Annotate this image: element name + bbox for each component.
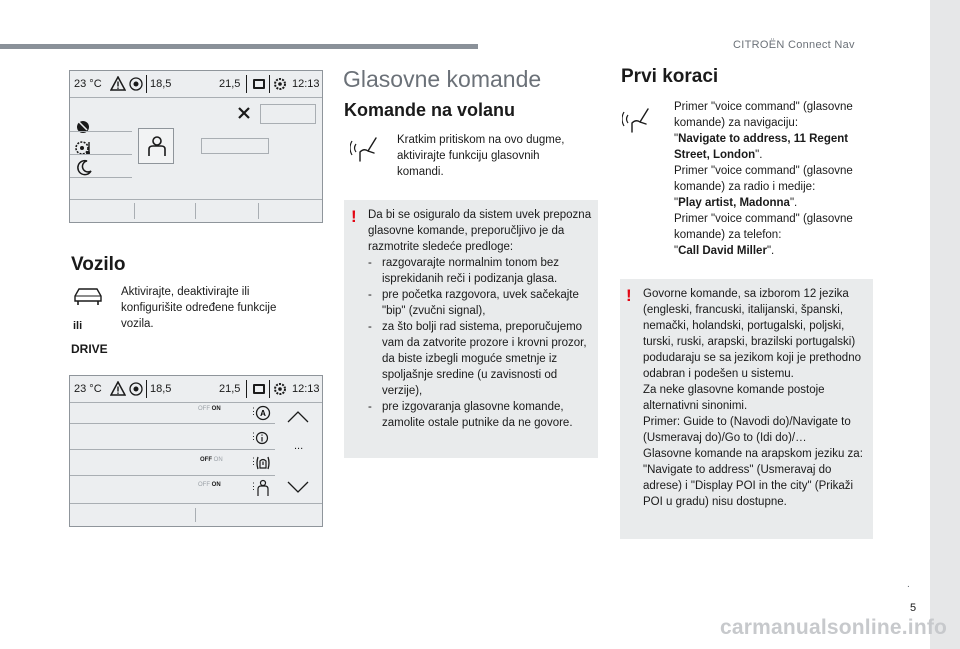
info-icon — [255, 431, 269, 445]
ellipsis-label: ... — [294, 440, 304, 452]
voice-command-icon — [350, 135, 384, 163]
clock-label: 12:13 — [292, 383, 320, 395]
auto-headlight-icon — [255, 405, 271, 421]
right-value: 21,5 — [219, 78, 241, 90]
more-dots[interactable]: ⋮ — [249, 406, 258, 416]
settings-icon — [272, 381, 288, 397]
status-bar — [70, 376, 322, 402]
page-title: Glasovne komande — [343, 66, 542, 92]
vehicle-icon — [72, 286, 104, 308]
side-strip — [930, 0, 960, 649]
arabic-note: Glasovne komande na arapskom jeziku za: "Navigate to address" (Usmeravaj do adrese) i "Display POI in the city" (Prikaži POI u gradu) nisu dostupne. — [643, 448, 863, 508]
page-marker: . — [907, 579, 910, 590]
profile-field[interactable] — [201, 138, 269, 154]
more-dots[interactable]: ⋮ — [249, 431, 258, 441]
watermark: carmanualsonline.info — [720, 616, 948, 639]
phone-icon — [251, 76, 267, 92]
location-icon — [128, 76, 144, 92]
section-heading-steering: Komande na volanu — [344, 100, 516, 120]
night-mode-icon[interactable] — [75, 159, 93, 177]
warning-icon — [110, 76, 126, 92]
label-drive: DRIVE — [71, 342, 108, 356]
header-rule — [0, 44, 478, 49]
synonym-note: Za neke glasovne komande postoje alternativni sinonimi. — [643, 384, 825, 412]
user-icon — [145, 134, 169, 158]
temperature-label: 23 °C — [74, 383, 102, 395]
list-item: - pre izgovaranja glasovne komande, zamolite ostale putnike da ne govore. — [368, 401, 573, 429]
list-item: - pre početka razgovora, uvek sačekajte "bip" (zvučni signal), — [368, 289, 579, 317]
warning-box-tips — [344, 200, 598, 458]
voice-profile-button[interactable] — [138, 128, 174, 164]
left-value: 18,5 — [150, 383, 172, 395]
chevron-down-icon[interactable] — [286, 480, 310, 494]
toggle-auto[interactable]: OFF ON — [198, 406, 221, 412]
vehicle-description: Aktivirajte, deaktivirajte ili konfigurišite određene funkcije vozila. — [121, 286, 277, 330]
chevron-up-icon[interactable] — [286, 410, 310, 424]
toggle-alert[interactable]: OFF ON — [200, 457, 223, 463]
page-number: 5 — [910, 602, 917, 614]
temperature-label: 23 °C — [74, 78, 102, 90]
warning-intro: Da bi se osiguralo da sistem uvek prepozna glasovne komande, preporučljivo je da razmotrite sledeće predloge: — [368, 209, 592, 253]
svg-text:A: A — [260, 409, 266, 418]
more-dots[interactable]: ⋮ — [249, 456, 258, 466]
list-item: - za što bolji rad sistema, preporučujemo vam da zatvorite prozore i krovni prozor, da biste izbegli moguće smetnje iz spoljašnje sredine (u zavisnosti od verzije), — [368, 321, 587, 397]
steering-intro: Kratkim pritiskom na ovo dugme, aktivirajte funkciju glasovnih komandi. — [397, 134, 565, 178]
voice-edit-icon[interactable] — [74, 117, 92, 135]
clock-label: 12:13 — [292, 78, 320, 90]
voice-command-icon — [622, 106, 656, 134]
label-ili: ili — [73, 320, 83, 332]
close-icon[interactable] — [237, 106, 251, 120]
section-heading-first-steps: Prvi koraci — [621, 66, 719, 87]
right-value: 21,5 — [219, 383, 241, 395]
warning-mark-icon: ! — [351, 207, 357, 226]
warning-box-languages — [620, 279, 873, 539]
status-bar — [70, 71, 322, 97]
list-item: - razgovarajte normalnim tonom bez isprekidanih reči i podizanja glasa. — [368, 257, 560, 285]
location-icon — [128, 381, 144, 397]
more-dots[interactable]: ⋮ — [249, 481, 258, 491]
brand-label: CITROËN Connect Nav — [733, 39, 855, 51]
seat-icon — [255, 479, 271, 497]
warning-icon — [110, 381, 126, 397]
heading-vozilo: Vozilo — [71, 254, 126, 275]
left-value: 18,5 — [150, 78, 172, 90]
warning-mark-icon: ! — [626, 286, 632, 305]
phone-icon — [251, 381, 267, 397]
settings-icon — [272, 76, 288, 92]
toggle-seat[interactable]: OFF ON — [198, 482, 221, 488]
screen-voice-settings — [69, 70, 323, 223]
language-note: Govorne komande, sa izborom 12 jezika (engleski, francuski, italijanski, španski, nemački, holandski, portugalski, poljski, turski, ruski, arapski, brazilski portugalski) podudaraju se sa jezikom koji je prethodno odabran i podešen u sistemu. — [643, 288, 861, 380]
voice-examples: Primer "voice command" (glasovne komande) za navigaciju: "Navigate to address, 11 Regent Street, London". Primer "voice command" (glasovne komande) za radio i medije: "Play artist, Madonna". Primer "voice command" (glasovne komande) za telefon: "Call David Miller". — [674, 101, 853, 257]
example-note: Primer: Guide to (Navodi do)/Navigate to (Usmeravaj do)/Go to (Idi do)/… — [643, 416, 851, 444]
alert-icon — [255, 455, 271, 471]
screen-vehicle-settings — [69, 375, 323, 527]
top-right-button[interactable] — [260, 104, 316, 124]
